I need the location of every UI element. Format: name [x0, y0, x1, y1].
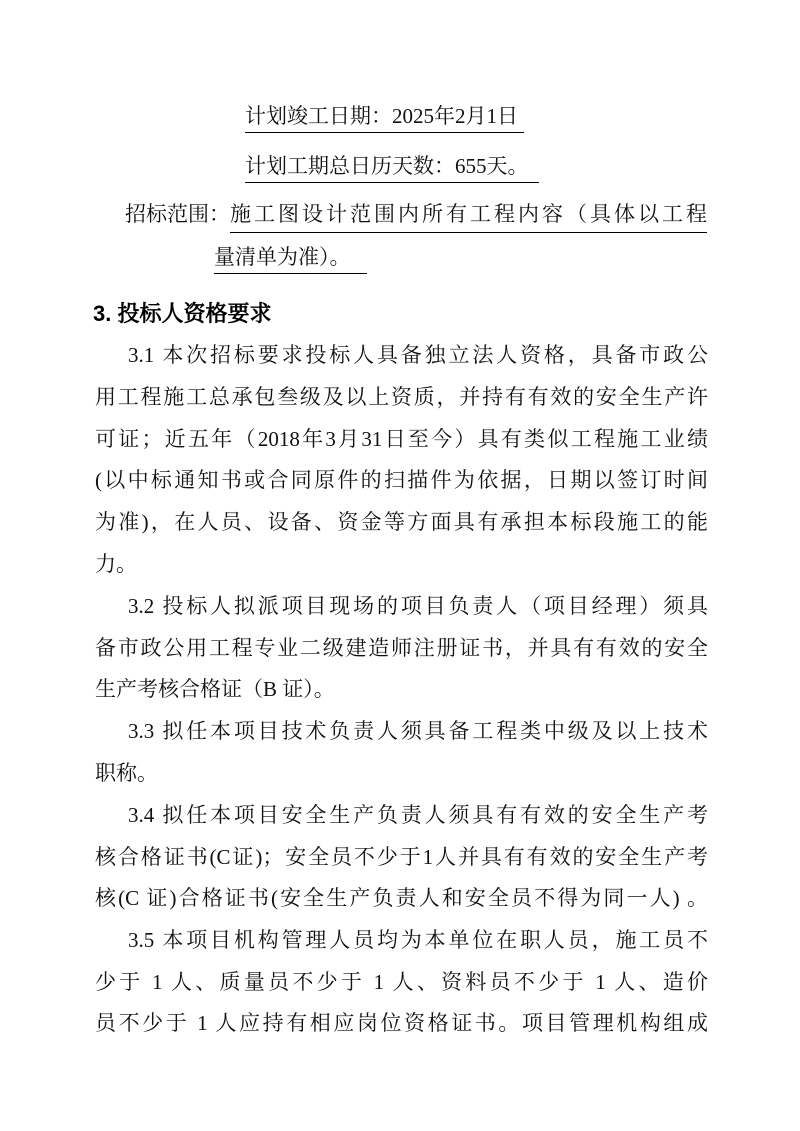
plan-completion-date-line: [245, 100, 524, 130]
section-heading: 3. 投标人资格要求: [93, 301, 272, 326]
body-line: 可证；近五年（2018年3月31日至今）具有类似工程施工业绩: [95, 427, 708, 451]
bid-scope-value-continued-text: 量清单为准）。: [214, 245, 367, 274]
body-line: 少于 1 人、质量员不少于 1 人、资料员不少于 1 人、造价: [95, 970, 708, 994]
plan-completion-date-text: 计划竣工日期：2025年2月1日: [245, 104, 524, 133]
bid-scope-label: 招标范围：: [125, 202, 230, 226]
body-line: 3.5 本项目机构管理人员均为本单位在职人员，施工员不: [128, 928, 708, 952]
body-line: 备市政公用工程专业二级建造师注册证书，并具有有效的安全: [95, 636, 708, 660]
body-line: 核(C 证)合格证书(安全生产负责人和安全员不得为同一人) 。: [95, 886, 708, 910]
body-line: 用工程施工总承包叁级及以上资质，并持有有效的安全生产许: [95, 385, 708, 409]
body-line: 为准)，在人员、设备、资金等方面具有承担本标段施工的能: [95, 510, 708, 534]
body-line: 核合格证书(C证)；安全员不少于1人并具有有效的安全生产考: [95, 845, 708, 869]
body-line: 员不少于 1 人应持有相应岗位资格证书。项目管理机构组成: [95, 1011, 708, 1035]
body-line: 职称。: [95, 761, 158, 785]
body-line: (以中标通知书或合同原件的扫描件为依据，日期以签订时间: [95, 468, 708, 492]
plan-duration-text: 计划工期总日历天数：655天。: [245, 154, 539, 183]
bid-scope-value: 施工图设计范围内所有工程内容（具体以工程: [230, 198, 707, 233]
body-line: 3.4 拟任本项目安全生产负责人须具有有效的安全生产考: [128, 803, 708, 827]
bid-scope-line: [125, 198, 707, 233]
body-line: 生产考核合格证（B 证）。: [95, 677, 335, 701]
body-line: 3.3 拟任本项目技术负责人须具备工程类中级及以上技术: [128, 719, 708, 743]
body-line: 力。: [95, 552, 137, 576]
bid-scope-value-continued: [214, 241, 367, 271]
body-line: 3.2 投标人拟派项目现场的项目负责人（项目经理）须具: [128, 594, 708, 618]
body-line: 3.1 本次招标要求投标人具备独立法人资格，具备市政公: [128, 343, 708, 367]
plan-duration-line: [245, 150, 539, 180]
